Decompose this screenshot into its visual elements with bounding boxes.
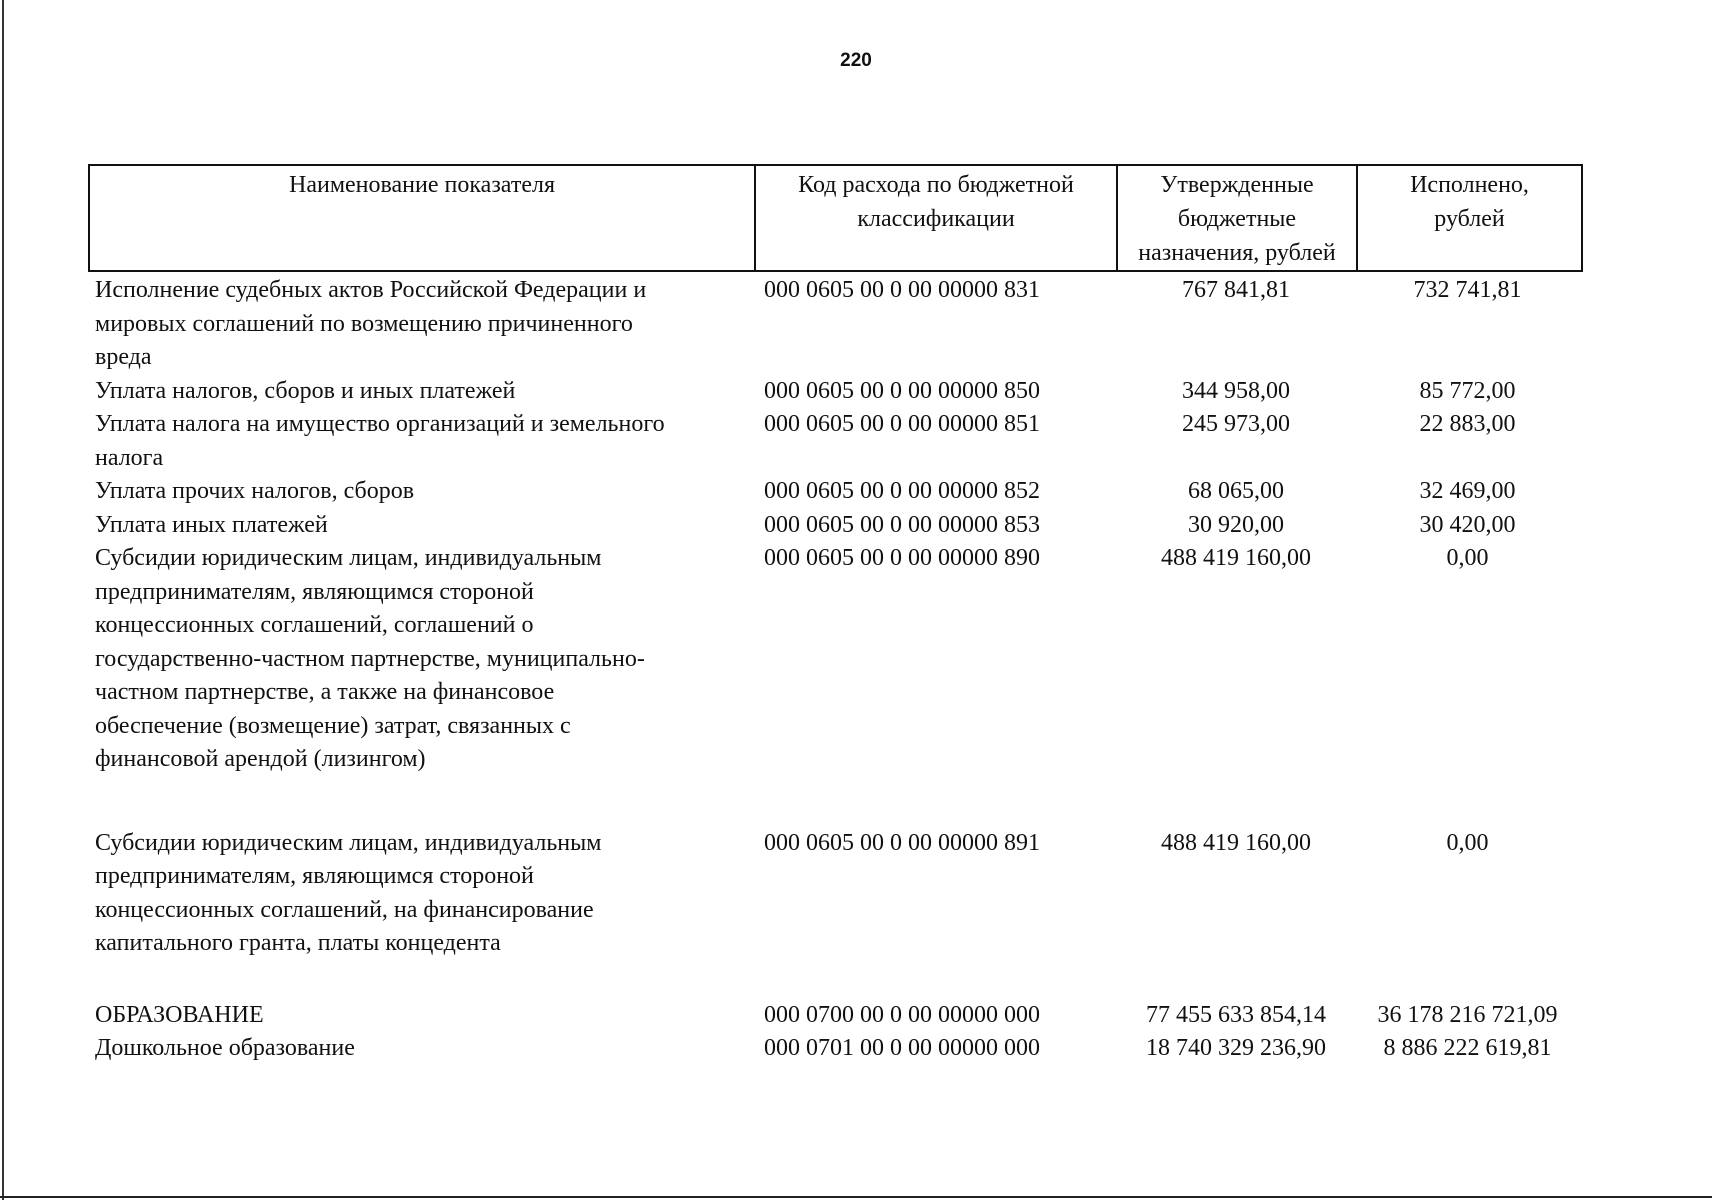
header-indicator-name-text: Наименование показателя — [289, 172, 555, 198]
row-code: 000 0605 00 0 00 00000 831 — [764, 277, 1040, 303]
table-row — [88, 542, 1583, 777]
row-name: Субсидии юридическим лицам, индивидуальным предпринимателям, являющимся стороной концессионных соглашений, на финансирование капитального гранта, платы концедента — [95, 829, 602, 956]
row-name: Уплата налога на имущество организаций и земельного налога — [95, 411, 665, 471]
page-number: 220 — [840, 50, 872, 71]
row-code: 000 0605 00 0 00 00000 891 — [764, 829, 1040, 856]
row-code: 000 0700 00 0 00 00000 000 — [764, 1001, 1040, 1028]
row-executed: 32 469,00 — [1419, 478, 1516, 504]
table-header — [88, 164, 1583, 272]
row-code: 000 0605 00 0 00 00000 890 — [764, 545, 1040, 571]
table-row — [88, 827, 1583, 961]
scan-bottom-edge — [0, 1196, 1712, 1198]
row-code: 000 0605 00 0 00 00000 850 — [764, 377, 1040, 404]
scan-left-edge — [2, 0, 4, 1200]
row-code: 000 0605 00 0 00 00000 853 — [764, 511, 1040, 538]
row-approved: 68 065,00 — [1188, 478, 1284, 504]
table-row — [88, 1032, 1583, 1066]
row-approved: 344 958,00 — [1182, 377, 1290, 404]
row-name: Дошкольное образование — [95, 1035, 355, 1061]
table-row — [88, 274, 1583, 375]
row-approved: 767 841,81 — [1182, 277, 1290, 303]
row-executed: 85 772,00 — [1419, 377, 1516, 404]
row-executed: 36 178 216 721,09 — [1377, 1001, 1558, 1028]
header-approved-budget-text: Утвержденные бюджетные назначения, рублей — [1138, 172, 1336, 266]
header-expense-code-text: Код расхода по бюджетной классификации — [798, 172, 1074, 232]
header-approved-budget — [1118, 166, 1358, 270]
row-approved: 18 740 329 236,90 — [1146, 1035, 1326, 1061]
row-code: 000 0605 00 0 00 00000 852 — [764, 478, 1040, 504]
header-executed — [1358, 166, 1581, 270]
header-executed-text: Исполнено, рублей — [1410, 172, 1529, 232]
header-expense-code — [756, 166, 1118, 270]
table-row — [88, 408, 1583, 475]
header-indicator-name — [90, 166, 756, 270]
row-executed: 30 420,00 — [1419, 511, 1516, 538]
row-name: Уплата иных платежей — [95, 511, 328, 538]
table-body — [88, 274, 1583, 1066]
row-executed: 0,00 — [1446, 829, 1489, 856]
row-name: ОБРАЗОВАНИЕ — [95, 1001, 264, 1028]
row-approved: 245 973,00 — [1182, 411, 1290, 437]
row-name: Уплата прочих налогов, сборов — [95, 478, 415, 504]
row-name: Уплата налогов, сборов и иных платежей — [95, 377, 516, 404]
row-code: 000 0605 00 0 00 00000 851 — [764, 411, 1040, 437]
row-executed: 0,00 — [1446, 545, 1489, 571]
row-executed: 732 741,81 — [1413, 277, 1522, 303]
row-executed: 8 886 222 619,81 — [1383, 1035, 1552, 1061]
table-row — [88, 375, 1583, 409]
row-approved: 488 419 160,00 — [1161, 829, 1311, 856]
row-code: 000 0701 00 0 00 00000 000 — [764, 1035, 1040, 1061]
row-approved: 77 455 633 854,14 — [1146, 1001, 1326, 1028]
table-row — [88, 999, 1583, 1033]
row-approved: 30 920,00 — [1188, 511, 1284, 538]
row-approved: 488 419 160,00 — [1161, 545, 1311, 571]
table-row — [88, 509, 1583, 543]
row-name: Субсидии юридическим лицам, индивидуальным предпринимателям, являющимся стороной концессионных соглашений, соглашений о государственно-частном партнерстве, муниципально- частном партнерстве, а также на финансовое обеспечение (возмещение) затрат, связанных с финансовой арендой (лизингом) — [95, 545, 645, 772]
table-row — [88, 475, 1583, 509]
row-executed: 22 883,00 — [1419, 411, 1516, 437]
row-name: Исполнение судебных актов Российской Федерации и мировых соглашений по возмещению причиненного вреда — [95, 277, 647, 370]
